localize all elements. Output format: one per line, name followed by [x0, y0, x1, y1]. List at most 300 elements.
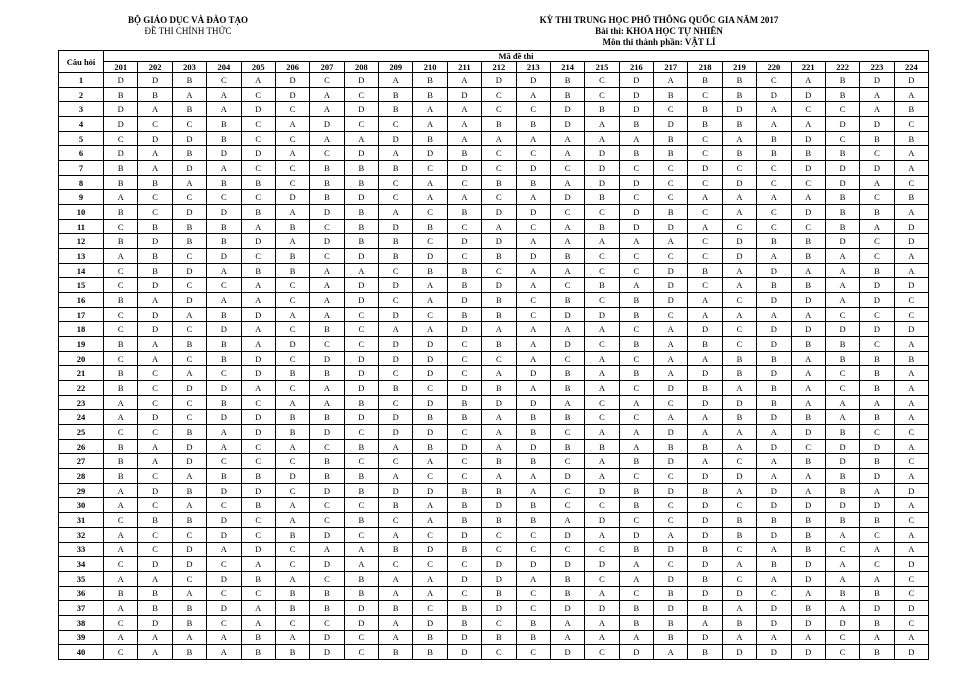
answer-cell: C — [482, 527, 516, 542]
answer-cell: A — [138, 337, 172, 352]
answer-cell: A — [207, 645, 241, 660]
table-row — [59, 601, 929, 616]
answer-cell: C — [138, 381, 172, 396]
answer-cell: A — [207, 161, 241, 176]
answer-cell: A — [619, 278, 653, 293]
answer-cell: A — [379, 205, 413, 220]
answer-cell: B — [688, 645, 722, 660]
table-row — [59, 351, 929, 366]
answer-cell: D — [241, 146, 275, 161]
answer-cell: B — [722, 146, 756, 161]
answer-cell: A — [413, 586, 447, 601]
answer-cell: C — [447, 425, 481, 440]
answer-cell: C — [104, 557, 138, 572]
answer-cell: C — [447, 219, 481, 234]
answer-cell: A — [516, 483, 550, 498]
answer-cell: D — [379, 337, 413, 352]
answer-cell: B — [241, 630, 275, 645]
exam-code-220: 220 — [757, 62, 791, 73]
answer-cell: A — [344, 263, 378, 278]
answer-cell: C — [379, 190, 413, 205]
answer-cell: B — [722, 615, 756, 630]
answer-cell: C — [791, 175, 825, 190]
answer-cell: D — [722, 234, 756, 249]
table-row — [59, 542, 929, 557]
table-row — [59, 175, 929, 190]
answer-cell: D — [860, 73, 894, 88]
answer-cell: C — [757, 586, 791, 601]
answer-cell: B — [654, 205, 688, 220]
answer-cell: A — [825, 571, 859, 586]
answer-cell: D — [413, 249, 447, 264]
answer-cell: D — [138, 307, 172, 322]
answer-cell: A — [516, 351, 550, 366]
answer-cell: D — [207, 146, 241, 161]
table-row — [59, 630, 929, 645]
question-number: 21 — [59, 366, 104, 381]
answer-cell: B — [275, 219, 309, 234]
answer-cell: B — [413, 439, 447, 454]
answer-cell: B — [207, 307, 241, 322]
answer-cell: D — [654, 219, 688, 234]
answer-cell: C — [275, 102, 309, 117]
answer-cell: B — [344, 469, 378, 484]
answer-cell: A — [825, 527, 859, 542]
table-row — [59, 498, 929, 513]
answer-cell: C — [310, 513, 344, 528]
answer-cell: A — [413, 190, 447, 205]
answer-cell: D — [413, 146, 447, 161]
answer-cell: B — [379, 645, 413, 660]
answer-cell: D — [310, 527, 344, 542]
answer-cell: C — [344, 117, 378, 132]
answer-cell: D — [310, 630, 344, 645]
question-number: 4 — [59, 117, 104, 132]
answer-cell: A — [791, 381, 825, 396]
answer-cell: C — [172, 278, 206, 293]
answer-cell: B — [791, 146, 825, 161]
answer-cell: B — [516, 117, 550, 132]
answer-cell: B — [619, 337, 653, 352]
question-number: 17 — [59, 307, 104, 322]
answer-cell: A — [894, 630, 928, 645]
answer-cell: D — [791, 293, 825, 308]
answer-cell: D — [688, 557, 722, 572]
answer-cell: D — [413, 395, 447, 410]
answer-cell: D — [207, 601, 241, 616]
answer-cell: B — [757, 351, 791, 366]
answer-cell: B — [241, 469, 275, 484]
answer-cell: D — [344, 102, 378, 117]
answer-cell: A — [757, 469, 791, 484]
answer-cell: B — [447, 205, 481, 220]
answer-cell: A — [722, 483, 756, 498]
ministry-name: BỘ GIÁO DỤC VÀ ĐÀO TẠO — [128, 15, 248, 25]
answer-cell: D — [619, 87, 653, 102]
answer-cell: A — [413, 322, 447, 337]
answer-cell: B — [104, 337, 138, 352]
answer-cell: B — [241, 571, 275, 586]
answer-cell: D — [241, 410, 275, 425]
answer-cell: A — [894, 439, 928, 454]
question-number: 15 — [59, 278, 104, 293]
answer-cell: C — [172, 395, 206, 410]
answer-cell: D — [791, 322, 825, 337]
answer-cell: C — [310, 571, 344, 586]
answer-cell: D — [585, 557, 619, 572]
answer-cell: B — [275, 249, 309, 264]
answer-cell: C — [550, 205, 584, 220]
answer-cell: A — [894, 205, 928, 220]
answer-cell: B — [757, 395, 791, 410]
answer-cell: C — [688, 205, 722, 220]
answer-cell: C — [138, 205, 172, 220]
answer-cell: C — [654, 498, 688, 513]
answer-cell: A — [757, 249, 791, 264]
answer-cell: C — [172, 351, 206, 366]
answer-cell: B — [104, 293, 138, 308]
answer-cell: D — [825, 498, 859, 513]
answer-cell: A — [619, 234, 653, 249]
answer-cell: D — [172, 293, 206, 308]
answer-cell: C — [310, 146, 344, 161]
answer-cell: A — [310, 293, 344, 308]
answer-cell: C — [275, 381, 309, 396]
answer-cell: D — [172, 557, 206, 572]
answer-cell: B — [241, 205, 275, 220]
answer-cell: D — [104, 146, 138, 161]
answer-cell: D — [516, 557, 550, 572]
answer-cell: B — [104, 234, 138, 249]
question-number: 35 — [59, 571, 104, 586]
exam-code-219: 219 — [722, 62, 756, 73]
answer-cell: C — [825, 307, 859, 322]
answer-cell: C — [104, 322, 138, 337]
answer-cell: A — [619, 571, 653, 586]
table-row — [59, 454, 929, 469]
answer-cell: D — [379, 425, 413, 440]
answer-cell: C — [894, 425, 928, 440]
answer-cell: D — [104, 117, 138, 132]
answer-cell: C — [482, 146, 516, 161]
answer-cell: D — [207, 513, 241, 528]
answer-cell: A — [310, 381, 344, 396]
answer-cell: C — [585, 498, 619, 513]
answer-cell: D — [344, 601, 378, 616]
answer-cell: C — [310, 219, 344, 234]
answer-cell: C — [894, 175, 928, 190]
answer-cell: B — [791, 454, 825, 469]
answer-cell: D — [860, 498, 894, 513]
answer-cell: C — [516, 102, 550, 117]
answer-cell: D — [688, 366, 722, 381]
answer-cell: D — [138, 483, 172, 498]
answer-cell: D — [860, 161, 894, 176]
question-number: 36 — [59, 586, 104, 601]
answer-cell: B — [825, 513, 859, 528]
answer-cell: C — [310, 337, 344, 352]
answer-cell: A — [207, 293, 241, 308]
answer-cell: D — [482, 557, 516, 572]
answer-cell: B — [275, 601, 309, 616]
answer-cell: A — [585, 131, 619, 146]
answer-cell: A — [516, 87, 550, 102]
answer-cell: C — [241, 527, 275, 542]
answer-cell: A — [172, 469, 206, 484]
exam-code-223: 223 — [860, 62, 894, 73]
answer-cell: A — [138, 146, 172, 161]
answer-cell: D — [860, 293, 894, 308]
answer-cell: A — [310, 395, 344, 410]
exam-code-205: 205 — [241, 62, 275, 73]
answer-cell: C — [722, 571, 756, 586]
answer-cell: A — [791, 307, 825, 322]
answer-cell: D — [207, 249, 241, 264]
answer-cell: A — [447, 102, 481, 117]
answer-cell: A — [654, 234, 688, 249]
answer-cell: B — [757, 381, 791, 396]
answer-cell: A — [860, 102, 894, 117]
answer-cell: C — [207, 615, 241, 630]
table-row — [59, 249, 929, 264]
answer-cell: D — [825, 615, 859, 630]
question-number: 3 — [59, 102, 104, 117]
answer-cell: A — [722, 630, 756, 645]
answer-cell: D — [310, 483, 344, 498]
answer-cell: D — [894, 483, 928, 498]
answer-cell: C — [447, 586, 481, 601]
answer-cell: D — [722, 102, 756, 117]
answer-cell: C — [138, 395, 172, 410]
answer-cell: A — [172, 175, 206, 190]
answer-cell: A — [172, 87, 206, 102]
answer-cell: D — [516, 249, 550, 264]
answer-cell: C — [585, 73, 619, 88]
answer-cell: C — [413, 527, 447, 542]
answer-cell: B — [207, 351, 241, 366]
answer-cell: A — [722, 263, 756, 278]
answer-cell: B — [482, 513, 516, 528]
answer-cell: B — [654, 146, 688, 161]
answer-cell: C — [138, 117, 172, 132]
answer-cell: B — [310, 175, 344, 190]
answer-cell: B — [207, 117, 241, 132]
answer-cell: A — [791, 190, 825, 205]
answer-cell: B — [722, 87, 756, 102]
answer-cell: B — [791, 527, 825, 542]
answer-cell: C — [860, 234, 894, 249]
answer-cell: B — [825, 146, 859, 161]
answer-cell: C — [619, 351, 653, 366]
answer-cell: A — [585, 454, 619, 469]
answer-cell: B — [344, 395, 378, 410]
answer-cell: C — [241, 395, 275, 410]
answer-cell: A — [722, 307, 756, 322]
answer-cell: B — [516, 175, 550, 190]
answer-cell: A — [722, 557, 756, 572]
answer-cell: B — [344, 219, 378, 234]
answer-cell: D — [722, 586, 756, 601]
answer-cell: B — [207, 337, 241, 352]
answer-cell: B — [172, 146, 206, 161]
answer-cell: A — [172, 498, 206, 513]
answer-cell: B — [241, 498, 275, 513]
answer-cell: B — [757, 234, 791, 249]
answer-cell: B — [172, 73, 206, 88]
answer-cell: C — [379, 117, 413, 132]
table-row — [59, 513, 929, 528]
answer-cell: B — [104, 87, 138, 102]
answer-cell: C — [619, 586, 653, 601]
answer-cell: A — [894, 498, 928, 513]
answer-cell: D — [688, 586, 722, 601]
answer-cell: D — [654, 117, 688, 132]
answer-cell: A — [482, 219, 516, 234]
answer-cell: C — [241, 131, 275, 146]
answer-cell: B — [310, 469, 344, 484]
answer-cell: B — [413, 87, 447, 102]
answer-cell: D — [688, 395, 722, 410]
question-number: 20 — [59, 351, 104, 366]
table-row — [59, 307, 929, 322]
answer-cell: D — [619, 527, 653, 542]
answer-cell: D — [894, 219, 928, 234]
answer-cell: C — [275, 557, 309, 572]
answer-cell: B — [722, 366, 756, 381]
answer-cell: B — [654, 87, 688, 102]
answer-cell: B — [825, 337, 859, 352]
answer-cell: C — [447, 454, 481, 469]
answer-cell: C — [550, 454, 584, 469]
answer-cell: A — [585, 630, 619, 645]
answer-cell: B — [413, 131, 447, 146]
answer-cell: D — [447, 161, 481, 176]
answer-cell: A — [516, 278, 550, 293]
answer-cell: D — [138, 131, 172, 146]
answer-cell: D — [207, 483, 241, 498]
answer-cell: C — [482, 645, 516, 660]
answer-cell: C — [654, 395, 688, 410]
exam-code-215: 215 — [585, 62, 619, 73]
answer-cell: B — [516, 425, 550, 440]
answer-cell: D — [688, 498, 722, 513]
answer-cell: B — [104, 205, 138, 220]
answer-cell: C — [241, 249, 275, 264]
answer-cell: A — [550, 219, 584, 234]
answer-cell: D — [447, 87, 481, 102]
answer-cell: C — [585, 263, 619, 278]
answer-cell: D — [138, 410, 172, 425]
answer-cell: D — [138, 278, 172, 293]
answer-cell: B — [516, 513, 550, 528]
answer-cell: D — [275, 190, 309, 205]
table-row — [59, 117, 929, 132]
answer-cell: C — [344, 322, 378, 337]
answer-cell: C — [722, 293, 756, 308]
answer-cell: C — [138, 527, 172, 542]
answer-cell: B — [447, 278, 481, 293]
answer-cell: C — [825, 381, 859, 396]
answer-cell: B — [654, 131, 688, 146]
answer-cell: A — [654, 351, 688, 366]
answer-cell: A — [413, 175, 447, 190]
answer-cell: B — [585, 439, 619, 454]
answer-cell: A — [447, 117, 481, 132]
answer-cell: B — [413, 645, 447, 660]
answer-cell: D — [791, 425, 825, 440]
answer-cell: D — [654, 454, 688, 469]
answer-cell: D — [757, 87, 791, 102]
answer-cell: D — [516, 439, 550, 454]
answer-cell: D — [482, 73, 516, 88]
answer-cell: B — [207, 175, 241, 190]
answer-cell: C — [344, 630, 378, 645]
answer-cell: B — [138, 586, 172, 601]
answer-cell: C — [447, 249, 481, 264]
answer-cell: C — [757, 219, 791, 234]
answer-cell: A — [654, 410, 688, 425]
question-number: 23 — [59, 395, 104, 410]
answer-cell: B — [275, 410, 309, 425]
answer-cell: B — [447, 395, 481, 410]
answer-cell: D — [825, 322, 859, 337]
answer-cell: A — [688, 410, 722, 425]
answer-cell: A — [241, 73, 275, 88]
answer-cell: A — [550, 263, 584, 278]
answer-cell: B — [860, 454, 894, 469]
answer-cell: C — [585, 395, 619, 410]
answer-cell: B — [619, 146, 653, 161]
question-number: 25 — [59, 425, 104, 440]
answer-cell: C — [619, 190, 653, 205]
answer-cell: D — [344, 366, 378, 381]
answer-cell: C — [379, 395, 413, 410]
answer-cell: A — [516, 571, 550, 586]
answer-cell: B — [791, 601, 825, 616]
answer-cell: C — [344, 425, 378, 440]
answer-cell: D — [585, 513, 619, 528]
answer-cell: C — [104, 219, 138, 234]
answer-cell: B — [654, 615, 688, 630]
answer-cell: A — [688, 307, 722, 322]
answer-cell: D — [791, 205, 825, 220]
answer-cell: A — [722, 131, 756, 146]
answer-cell: D — [550, 601, 584, 616]
answer-cell: D — [344, 293, 378, 308]
answer-cell: A — [894, 249, 928, 264]
answer-cell: A — [275, 498, 309, 513]
answer-cell: C — [860, 527, 894, 542]
answer-cell: A — [791, 395, 825, 410]
answer-cell: B — [344, 483, 378, 498]
answer-cell: D — [722, 395, 756, 410]
answer-cell: C — [275, 278, 309, 293]
answer-cell: A — [585, 117, 619, 132]
answer-cell: C — [482, 87, 516, 102]
answer-cell: D — [482, 498, 516, 513]
answer-cell: B — [825, 586, 859, 601]
answer-cell: B — [791, 542, 825, 557]
answer-cell: C — [516, 527, 550, 542]
answer-cell: A — [207, 87, 241, 102]
exam-title: KỲ THI TRUNG HỌC PHỔ THÔNG QUỐC GIA NĂM 2017 — [539, 15, 779, 25]
answer-cell: A — [894, 381, 928, 396]
answer-cell: D — [688, 161, 722, 176]
answer-cell: B — [688, 571, 722, 586]
answer-cell: D — [550, 190, 584, 205]
answer-cell: C — [104, 513, 138, 528]
answer-cell: A — [207, 102, 241, 117]
